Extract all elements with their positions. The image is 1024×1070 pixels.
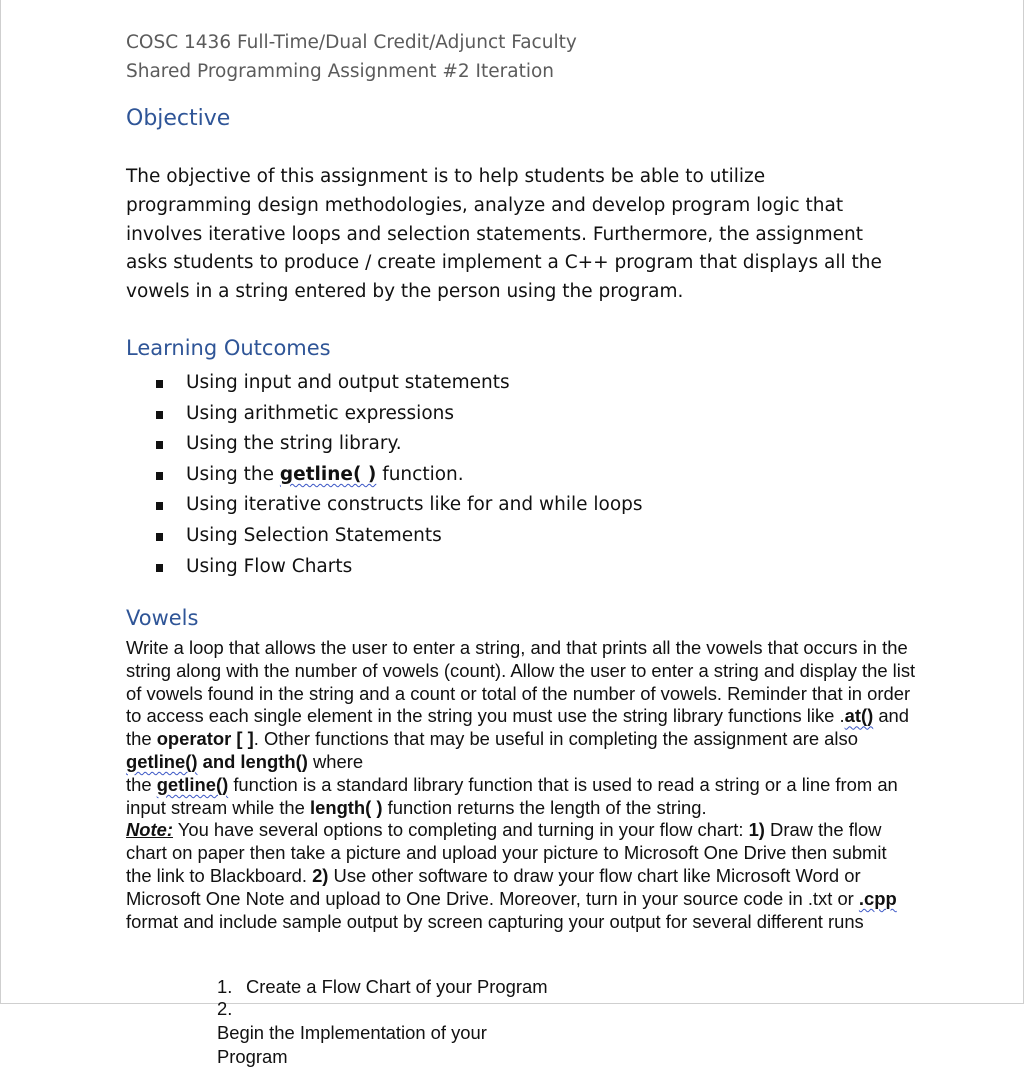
square-bullet-icon xyxy=(156,564,163,572)
objective-line: asks students to produce / create implement a C++ program that displays all the xyxy=(126,252,882,274)
list-item: 1. Create a Flow Chart of your Program xyxy=(217,976,548,997)
length-term: length( ) xyxy=(310,796,383,818)
getline-term: getline() xyxy=(126,750,198,772)
learning-outcomes-list xyxy=(151,368,643,582)
objective-line: vowels in a string entered by the person using the program. xyxy=(126,281,684,302)
square-bullet-icon xyxy=(156,472,163,480)
list-item: Using the string library. xyxy=(151,429,643,460)
objective-line: The objective of this assignment is to help students be able to utilize xyxy=(126,166,766,187)
assignment-title: Shared Programming Assignment #2 Iteration xyxy=(126,61,555,82)
course-title: COSC 1436 Full-Time/Dual Credit/Adjunct Faculty xyxy=(126,32,577,53)
note-label: Note: xyxy=(126,819,173,841)
getline-term: getline() xyxy=(156,773,229,795)
objective-line: involves iterative loops and selection statements. Furthermore, the assignment xyxy=(126,223,863,245)
square-bullet-icon xyxy=(156,380,163,388)
list-item: Using arithmetic expressions xyxy=(151,399,643,430)
getline-term: getline( ) xyxy=(279,463,377,485)
objective-paragraph xyxy=(126,163,906,307)
square-bullet-icon xyxy=(156,411,163,419)
steps-list xyxy=(217,975,548,999)
list-item: Using Selection Statements xyxy=(151,521,643,552)
list-item: Using Flow Charts xyxy=(151,552,643,583)
list-item-cut-off: 2. Begin the Implementation of your Program xyxy=(217,998,487,1067)
vowels-body xyxy=(126,637,916,933)
list-item: Using input and output statements xyxy=(151,368,643,399)
learning-outcomes-heading: Learning Outcomes xyxy=(126,336,331,360)
length-term: and length() xyxy=(197,750,308,772)
square-bullet-icon xyxy=(156,533,163,541)
cpp-extension-term: .cpp xyxy=(858,887,897,909)
square-bullet-icon xyxy=(156,441,163,449)
square-bullet-icon xyxy=(156,502,163,510)
vowels-paragraph-2: the getline() function is a standard library function that is used to read a string or a line from an input stream while the length( ) function returns the length of the string. xyxy=(126,773,898,818)
operator-term: operator [ ] xyxy=(156,728,254,750)
document-header xyxy=(126,28,577,86)
note-paragraph: Note: You have several options to completing and turning in your flow chart: 1) Draw the flow chart on paper then take a picture and upload your picture to Microsoft One Drive then submit the link to Blackboard. 2) Use other software to draw your flow chart like Microsoft Word or Microsoft One Note and upload to One Drive. Moreover, turn in your source code in .txt or .cpp format and include sample output by screen capturing your output for several different runs xyxy=(126,819,897,932)
list-item: Using the getline( ) function. xyxy=(151,460,643,491)
at-function-term: at() xyxy=(844,705,874,727)
vowels-paragraph-1: Write a loop that allows the user to enter a string, and that prints all the vowels that occurs in the string along with the number of vowels (count). Allow the user to enter a string and display the list of vowels found in the string and a count or total of the number of vowels. Reminder that in order to access each single element in the string you must use the string library functions like .at() and the operator [ ]. Other functions that may be useful in completing the assignment are also getline() and length() where xyxy=(126,637,916,772)
objective-line: programming design methodologies, analyze and develop program logic that xyxy=(126,194,844,216)
objective-heading: Objective xyxy=(126,106,231,131)
vowels-heading: Vowels xyxy=(126,606,199,630)
list-item: Using iterative constructs like for and while loops xyxy=(151,490,643,521)
